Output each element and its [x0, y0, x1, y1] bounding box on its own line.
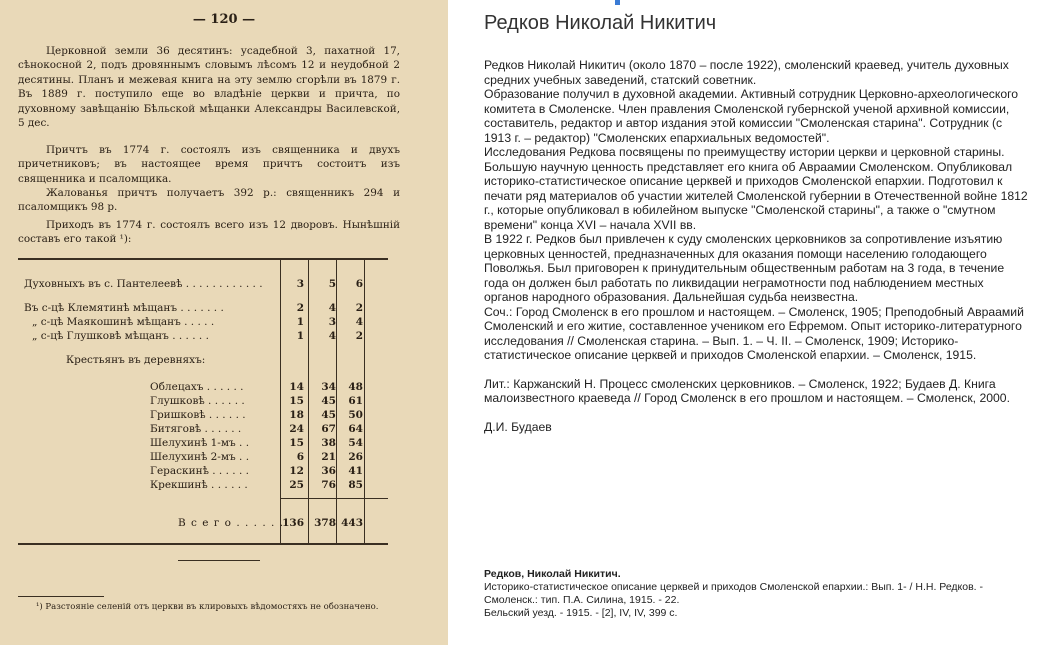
row-value: 2: [355, 330, 363, 342]
row-value: 2: [296, 302, 304, 314]
row-value: 48: [348, 381, 363, 393]
catalog-line: Историко-статистическое описание церквей и приходов Смоленской епархии.: Вып. 1- / Н.Н. Редков. - Смоленск.: тип. П.А. Силина, 1915. - 22.: [484, 581, 984, 606]
total-value: 136: [282, 517, 304, 529]
table-row: [18, 381, 388, 395]
row-value: 3: [328, 316, 336, 328]
scan-paragraph-clergy: Причтъ въ 1774 г. состоялъ изъ священника и двухъ причетниковъ; въ настоящее время причтъ состоитъ изъ священника и псаломщика.: [18, 144, 400, 185]
article-panel: [468, 0, 1034, 645]
footnote-rule: [18, 596, 104, 597]
row-value: 4: [355, 316, 363, 328]
row-value: 67: [321, 423, 336, 435]
table-row: [18, 479, 388, 493]
village-name: Гераскинѣ . . . . . .: [150, 465, 249, 477]
catalog-heading: Редков, Николай Никитич.: [484, 568, 621, 580]
row-value: 15: [289, 437, 304, 449]
row-value: 18: [289, 409, 304, 421]
article-body: [484, 58, 1029, 434]
table-total-row: [18, 517, 388, 531]
village-name: Шелухинѣ 2-мъ . .: [150, 451, 250, 463]
table-row: [18, 465, 388, 479]
footnote: ¹) Разстояніе селеній отъ церкви въ клировыхъ вѣдомостяхъ не обозначено.: [36, 602, 379, 612]
village-name: Гришковѣ . . . . . .: [150, 409, 246, 421]
scan-paragraph-salary: Жалованья причтъ получаетъ 392 р.: священникъ 294 и псаломщикъ 98 р.: [18, 187, 400, 214]
total-label: В с е г о . . . . . .: [178, 517, 285, 529]
table-row: [18, 330, 388, 344]
table-row: [18, 302, 388, 316]
row-value: 41: [348, 465, 363, 477]
row-value: 3: [296, 278, 304, 290]
top-marker: [615, 0, 620, 5]
row-value: 24: [289, 423, 304, 435]
row-label: Въ с-цѣ Клемятинѣ мѣщанъ . . . . . . .: [24, 302, 224, 314]
row-value: 76: [321, 479, 336, 491]
row-value: 38: [321, 437, 336, 449]
row-value: 26: [348, 451, 363, 463]
village-name: Глушковѣ . . . . . .: [150, 395, 245, 407]
row-value: 50: [348, 409, 363, 421]
village-name: Крекшинѣ . . . . . .: [150, 479, 248, 491]
article-literature: Лит.: Каржанский Н. Процесс смоленских церковников. – Смоленск, 1922; Будаев Д. Книга малоизвестного краеведа // Город Смоленск в его прошлом и настоящем. – Смоленск, 2000.: [484, 376, 1010, 405]
article-paragraph: Редков Николай Никитич (около 1870 – после 1922), смоленский краевед, учитель духовных средних учебных заведений, статский советник.: [484, 58, 1009, 87]
scan-paragraph-land: Церковной земли 36 десятинъ: усадебной 3, пахатной 17, сѣнокосной 2, подъ дровяннымъ словымъ лѣсомъ 12 и неудобной 2 десятины. Планъ и межевая книга на эту землю сгорѣли въ 1879 г. Въ 1889 г. поступило еще во владѣніе церкви и причта, по духовному завѣщанію Бѣльской мѣщанки Александры Василевской, 5 дес.: [18, 45, 400, 130]
page-number: — 120 —: [192, 12, 256, 27]
row-value: 36: [321, 465, 336, 477]
row-value: 25: [289, 479, 304, 491]
article-works: Соч.: Город Смоленск в его прошлом и настоящем. – Смоленск, 1905; Преподобный Авраамий Смоленский и его житие, составленное учеником его Ефремом. Опыт историко-литературного исследования // Смоленская старина. – Вып. 1. – Ч. II. – Смоленск, 1909; Историко-статистическое описание церквей и приходов Смоленской епархии. – Смоленск, 1915.: [484, 304, 1024, 362]
row-value: 2: [355, 302, 363, 314]
total-value: 378: [314, 517, 336, 529]
table-row: [18, 423, 388, 437]
row-value: 1: [296, 330, 304, 342]
row-value: 21: [321, 451, 336, 463]
row-value: 45: [321, 409, 336, 421]
row-value: 1: [296, 316, 304, 328]
row-value: 64: [348, 423, 363, 435]
row-value: 4: [328, 330, 336, 342]
table-row: [18, 409, 388, 423]
scan-paragraph-parish: Приходъ въ 1774 г. состоялъ всего изъ 12 дворовъ. Нынѣшній составъ его такой ¹):: [18, 219, 400, 246]
table-subheader: Крестьянъ въ деревняхъ:: [66, 354, 206, 366]
catalog-record: [484, 568, 1029, 620]
table-row: [18, 395, 388, 409]
row-label: „ с-цѣ Маякошинѣ мѣщанъ . . . . .: [32, 316, 215, 328]
scanned-book-page: [0, 0, 448, 645]
article-paragraph: Исследования Редкова посвящены по преимуществу истории церкви и церковной старины. Большую научную ценность представляет его книга об Авраамии Смоленском. Опубликовал историко-статистическое описание церквей и приходов Смоленской епархии. Подготовил к печати ряд материалов об участии жителей Смоленской губернии в Отечественной войне 1812 г., которые опубликовал в юбилейном выпуске "Смоленской старины", а также о "смутном времени" конца XVI – начала XVII вв.: [484, 145, 1028, 232]
parish-table: [18, 258, 388, 545]
row-value: 14: [289, 381, 304, 393]
table-row: [18, 437, 388, 451]
article-paragraph: Образование получил в духовной академии. Активный сотрудник Церковно-археологического комитета в Смоленске. Член правления Смоленской губернской ученой архивной комиссии, составитель, редактор и автор издания этой комиссии "Смоленская старина". Сотрудник (с 1913 г. – редактор) "Смоленских епархиальных ведомостей".: [484, 87, 1019, 145]
article-author: Д.И. Будаев: [484, 419, 552, 434]
row-value: 4: [328, 302, 336, 314]
article-title: Редков Николай Никитич: [484, 12, 717, 34]
row-value: 15: [289, 395, 304, 407]
article-paragraph: В 1922 г. Редков был привлечен к суду смоленских церковников за сопротивление изъятию церковных ценностей, предназначенных для оказания помощи населению голодающего Поволжья. Был приговорен к принудительным общественным работам на 3 года, в течение года он должен был работать по ликвидации неграмотности под наблюдением местных органов народного образования. Дальнейшая судьба неизвестна.: [484, 232, 1005, 304]
row-label: „ с-цѣ Глушковѣ мѣщанъ . . . . . .: [32, 330, 209, 342]
row-value: 6: [355, 278, 363, 290]
table-row: [18, 278, 388, 292]
row-value: 12: [289, 465, 304, 477]
village-name: Шелухинѣ 1-мъ . .: [150, 437, 250, 449]
row-value: 54: [348, 437, 363, 449]
catalog-line: Бельский уезд. - 1915. - [2], IV, IV, 399 с.: [484, 607, 678, 619]
table-row: [18, 316, 388, 330]
separator-line: [178, 560, 260, 561]
row-value: 85: [348, 479, 363, 491]
row-value: 5: [328, 278, 336, 290]
village-name: Битяговѣ . . . . . .: [150, 423, 242, 435]
total-value: 443: [341, 517, 363, 529]
table-row: [18, 451, 388, 465]
row-value: 34: [321, 381, 336, 393]
table-sum-line: [280, 498, 388, 499]
village-name: Облецахъ . . . . . .: [150, 381, 244, 393]
row-value: 6: [296, 451, 304, 463]
row-label: Духовныхъ въ с. Пантелеевѣ . . . . . . . . . . . .: [24, 278, 263, 290]
row-value: 45: [321, 395, 336, 407]
row-value: 61: [348, 395, 363, 407]
